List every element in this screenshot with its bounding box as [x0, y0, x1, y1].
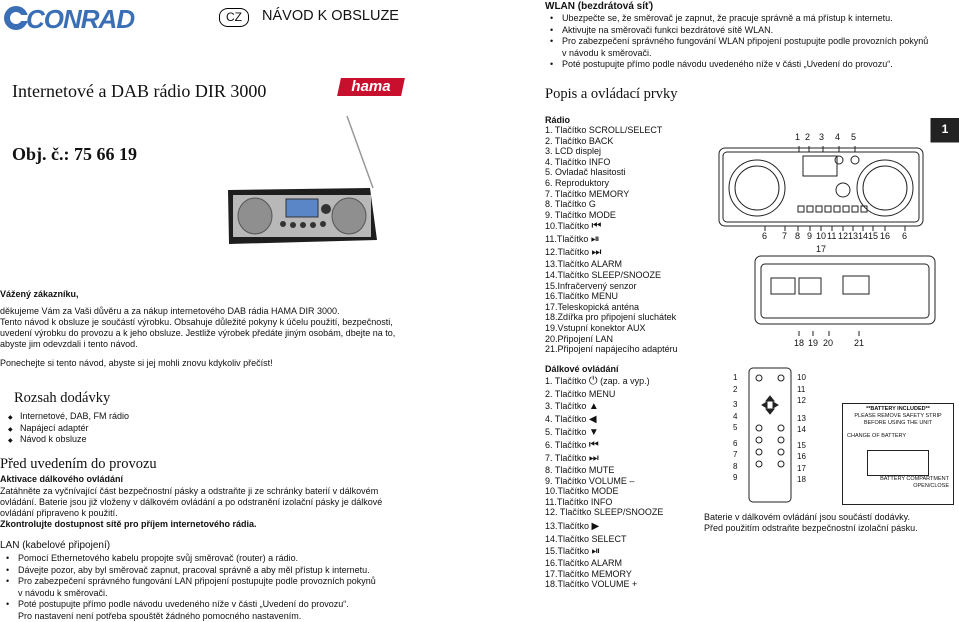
- list-item: • Pomocí Ethernetového kabelu propojte svůj směrovač (router) a rádio.: [4, 553, 448, 565]
- list-item: 12.Tlačítko ⏭: [545, 246, 602, 259]
- list-item: 19.Vstupní konektor AUX: [545, 322, 646, 333]
- list-item: 1. Tlačítko SCROLL/SELECT: [545, 125, 663, 135]
- list-item: 2. Tlačítko BACK: [545, 135, 614, 146]
- label-15: 15: [868, 231, 879, 241]
- list-item: 2. Tlačítko MENU: [545, 389, 616, 399]
- label-6-left: 6: [762, 231, 768, 241]
- label-16: 16: [880, 231, 891, 241]
- list-item: 11.Tlačítko INFO: [545, 496, 613, 507]
- list-item: 3. LCD displej: [545, 146, 602, 157]
- scope-title: Rozsah dodávky: [14, 390, 111, 406]
- list-item: 6. Reproduktory: [545, 177, 610, 188]
- list-item: 7. Tlačítko MEMORY: [545, 188, 630, 199]
- list-item: • Pro zabezpečení správného fungování LAN připojení postupujte podle provozních pokynů v návodu k směrovači.: [4, 576, 448, 599]
- label-9: 9: [807, 231, 813, 241]
- arrow-left-icon: ◀: [588, 414, 597, 425]
- label-18: 18: [794, 338, 805, 348]
- remote-right-labels: 10 11 12 13 14 15 16 17 18: [797, 373, 806, 484]
- language-code: CZ: [226, 10, 242, 24]
- label-11: 11: [827, 231, 837, 241]
- label-21: 21: [854, 338, 865, 348]
- label-1: 1: [795, 132, 801, 142]
- prev-icon: ⏮: [591, 220, 602, 233]
- remote-diagram: [725, 366, 835, 504]
- radio-controls-list: [545, 125, 715, 355]
- label-6-right: 6: [902, 231, 908, 241]
- list-item: 17.Teleskopická anténa: [545, 301, 640, 312]
- arrow-down-icon: ▼: [588, 427, 599, 438]
- greeting: Vážený zákazníku,: [0, 289, 79, 299]
- list-item: 21.Připojení napájecího adaptéru: [545, 344, 678, 355]
- arrow-up-icon: ▲: [588, 401, 599, 412]
- list-item: 17.Tlačítko MEMORY: [545, 568, 632, 579]
- figure-number: 1: [941, 122, 949, 136]
- order-number: Obj. č.: 75 66 19: [12, 144, 137, 164]
- label-4: 4: [835, 132, 841, 142]
- label-13: 13: [848, 231, 859, 241]
- label-3: 3: [819, 132, 825, 142]
- radio-product-photo: [225, 112, 383, 252]
- conrad-wordmark: CONRAD: [26, 4, 135, 34]
- next-icon: ⏭: [588, 452, 599, 464]
- label-14: 14: [858, 231, 869, 241]
- label-5: 5: [851, 132, 857, 142]
- controls-title: Popis a ovládací prvky: [545, 86, 678, 102]
- remote-left-labels: 1 2 3 4 5 6 7 8 9: [733, 373, 738, 482]
- battery-box: **BATTERY INCLUDED** PLEASE REMOVE SAFETY STRIP BEFORE USING THE UNIT CHANGE OF BATTERY BATTERY COMPARTMENT OPEN/CLOSE: [842, 403, 954, 505]
- remote-controls-list: [545, 375, 715, 590]
- lan-title: LAN (kabelové připojení): [0, 540, 111, 551]
- list-item: 13.Tlačítko ▶: [545, 520, 600, 532]
- list-item: 7. Tlačítko ⏭: [545, 452, 599, 464]
- list-item: 8. Tlačítko MUTE: [545, 465, 615, 475]
- list-item: • Poté postupujte přímo podle návodu uvedeného níže v části „Uvedení do provozu“. Pro nastavení není potřeba spouštět žádného pomocného nastavením.: [4, 599, 448, 622]
- radio-diagram: [715, 118, 959, 358]
- list-item: 12. Tlačítko SLEEP/SNOOZE: [545, 507, 664, 518]
- play-pause-icon: ⏯: [591, 544, 601, 557]
- remote-activation-title: Aktivace dálkového ovládání: [0, 474, 124, 484]
- list-item: 18.Zdířka pro připojení sluchátek: [545, 312, 677, 323]
- power-icon: ⏻: [588, 375, 598, 387]
- prev-icon: ⏮: [588, 439, 599, 451]
- label-7: 7: [782, 231, 788, 241]
- list-item: 10.Tlačítko ⏮: [545, 220, 602, 233]
- wlan-title: WLAN (bezdrátová síť): [545, 1, 654, 12]
- next-icon: ⏭: [591, 246, 602, 259]
- list-item: ◆ Internetové, DAB, FM rádio: [6, 411, 129, 423]
- list-item: 8. Tlačítko G: [545, 199, 596, 210]
- manual-title: NÁVOD K OBSLUZE: [262, 8, 399, 24]
- label-8: 8: [795, 231, 801, 241]
- list-item: 11.Tlačítko ⏯: [545, 233, 600, 246]
- list-item: 16.Tlačítko MENU: [545, 291, 619, 302]
- scope-list: [6, 411, 129, 446]
- list-item: 18.Tlačítko VOLUME +: [545, 579, 638, 590]
- radio-title: Rádio: [545, 115, 571, 125]
- list-item: ◆ Napájecí adaptér: [6, 423, 129, 435]
- list-item: ◆ Návod k obsluze: [6, 434, 129, 446]
- list-item: 9. Tlačítko MODE: [545, 209, 616, 220]
- remote-note: Baterie v dálkovém ovládání jsou součástí dodávky. Před použitím odstraňte bezpečnostní izolační pásku.: [704, 512, 918, 533]
- list-item: 14.Tlačítko SLEEP/SNOOZE: [545, 269, 662, 280]
- list-item: 15.Infračervený senzor: [545, 280, 637, 291]
- label-12: 12: [838, 231, 849, 241]
- list-item: 20.Připojení LAN: [545, 333, 614, 344]
- label-20: 20: [823, 338, 834, 348]
- list-item: • Poté postupujte přímo podle návodu uvedeného níže v části „Uvedení do provozu“.: [548, 59, 958, 71]
- list-item: 5. Ovladač hlasitosti: [545, 167, 626, 178]
- label-2: 2: [805, 132, 811, 142]
- arrow-right-icon: ▶: [591, 520, 600, 532]
- list-item: 5. Tlačítko ▼: [545, 427, 599, 438]
- remote-title: Dálkové ovládání: [545, 364, 619, 374]
- list-item: 14.Tlačítko SELECT: [545, 533, 627, 544]
- label-10: 10: [816, 231, 827, 241]
- list-item: 4. Tlačítko ◀: [545, 414, 597, 425]
- label-19: 19: [808, 338, 819, 348]
- list-item: • Ubezpečte se, že směrovač je zapnut, že pracuje správně a má přístup k internetu.: [548, 13, 958, 25]
- list-item: 10.Tlačítko MODE: [545, 486, 619, 497]
- language-badge: [219, 8, 249, 27]
- remote-activation-text: Zatáhněte za vyčnívající část bezpečnostní pásky a odstraňte ji ze schránky baterií v dálkovém ovládání. Baterie jsou již vloženy v dálkovém ovládání a po odstranění izolační pásky je dálkové ovládání připraveno k použití.: [0, 486, 383, 518]
- list-item: • Aktivujte na směrovači funkci bezdrátové sítě WLAN.: [548, 25, 958, 37]
- list-item: 9. Tlačítko VOLUME –: [545, 475, 635, 486]
- list-item: 4. Tlačítko INFO: [545, 156, 611, 167]
- check-network: Zkontrolujte dostupnost sítě pro příjem internetového rádia.: [0, 519, 257, 529]
- lan-list: [4, 553, 448, 622]
- play-pause-icon: ⏯: [590, 233, 600, 246]
- wlan-list: [548, 13, 958, 71]
- conrad-logo: [2, 3, 144, 33]
- read-again-note: Ponechejte si tento návod, abyste si jej mohli znovu kdykoliv přečíst!: [0, 358, 273, 368]
- list-item: • Pro zabezpečení správného fungování WLAN připojení postupujte podle provozních pokynů v návodu k směrovači.: [548, 36, 958, 59]
- hama-logo: hama: [337, 78, 405, 96]
- list-item: 3. Tlačítko ▲: [545, 401, 599, 412]
- before-title: Před uvedením do provozu: [0, 456, 157, 472]
- product-title: Internetové a DAB rádio DIR 3000: [12, 81, 267, 101]
- list-item: 6. Tlačítko ⏮: [545, 439, 599, 451]
- list-item: 13.Tlačítko ALARM: [545, 259, 623, 270]
- list-item: • Dávejte pozor, aby byl směrovač zapnut, pracoval správně a aby měl přístup k internetu.: [4, 565, 448, 577]
- list-item: 1. Tlačítko ⏻ (zap. a vyp.): [545, 375, 650, 387]
- list-item: 16.Tlačítko ALARM: [545, 557, 623, 568]
- intro-text: děkujeme Vám za Vaši důvěru a za nákup internetového DAB rádia HAMA DIR 3000. Tento návod k obsluze je součástí výrobku. Obsahuje důležité pokyny k účelu použití, bezpečnosti, uvedení výrobku do provozu a k jeho obsluze. Jestliže výrobek předáte jiným osobám, dbejte na to, abyste jim odevzdali i tento návod.: [0, 306, 396, 349]
- label-17: 17: [816, 244, 827, 254]
- list-item: 15.Tlačítko ⏯: [545, 544, 601, 557]
